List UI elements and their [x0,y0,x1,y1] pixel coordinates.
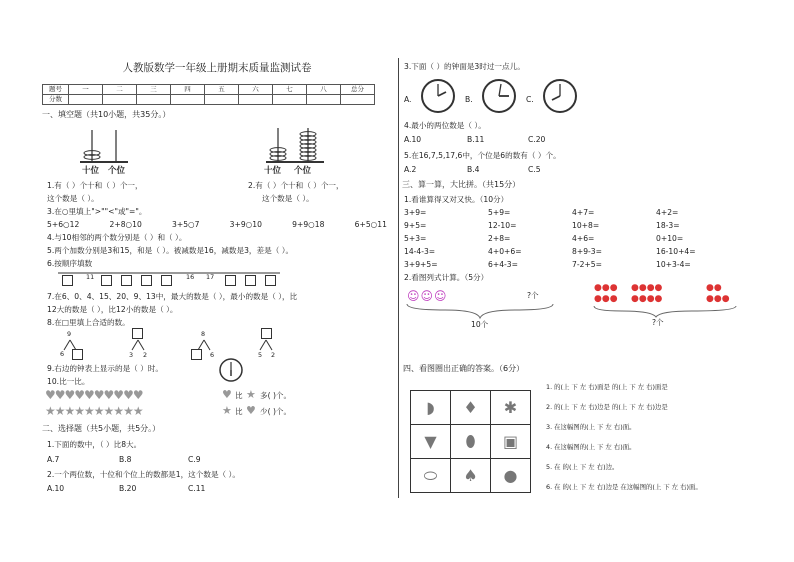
choice-3-option-b: B. [465,95,473,104]
unknown-count-label-1: ?个 [527,291,539,300]
bond-number: 8 [201,330,206,338]
choice-3-option-c: C. [526,95,534,104]
calc-item: 0+10= [656,234,684,243]
clock-a-icon [420,78,456,114]
calc-item: 7-2+5= [572,260,602,269]
hearts-row-icon: ♥♥♥♥♥♥♥♥♥♥ [45,388,143,402]
picture-grid [410,390,531,493]
position-question-4: 4. 在这幅图的(上 下 左 右)面。 [546,443,636,451]
strawberries-group-icon: ●● ●●● [706,283,730,305]
clock-icon [219,358,243,382]
position-question-6: 6. 在 的(上 下 左 右)边是 在这幅图的(上 下 左 右)面。 [546,483,702,491]
sequence-number: 16 [186,273,195,281]
smiley-faces-icon: ☺☺☺ [407,289,448,303]
abacus-1-tens-label: 十位 [82,166,100,176]
calc-item: 4+6= [572,234,595,243]
calc-item: 3+9+5= [404,260,438,269]
score-table [42,84,375,105]
score-header-cell: 三 [137,85,171,95]
choice-2-option-a: A.10 [47,484,65,493]
question-3: 3.在○里填上">""<"或"="。 [47,207,147,216]
clock-b-icon [481,78,517,114]
score-header-cell: 四 [171,85,205,95]
score-cell[interactable] [137,95,171,105]
answer-box[interactable] [141,275,152,286]
calc-item: 8+9-3= [572,247,602,256]
choice-2-option-b: B.20 [119,484,137,493]
carrot-icon: ▼ [411,425,451,459]
answer-box[interactable] [265,275,276,286]
calc-item: 3+9= [404,208,427,217]
bond-number: 6 [60,350,65,358]
abacus-2-ones-label: 个位 [294,166,312,176]
choice-4-option-c: C.20 [528,135,546,144]
answer-box[interactable] [161,275,172,286]
eggplant-icon: ⬮ [451,425,491,459]
calc-subheading: 1.看谁算得又对又快。（10分） [404,195,509,204]
choice-1-option-b: B.8 [119,455,132,464]
bond-number: 9 [67,330,72,338]
score-table-score-row [43,95,375,105]
score-header-cell: 总分 [341,85,375,95]
question-5: 5.两个加数分别是3和15，和是（ ）。被减数是16，减数是3，差是（ ）。 [47,246,294,255]
compare-item: 5+6○12 [47,220,80,229]
bond-number: 2 [271,351,276,359]
star-icon: ★ [246,388,256,401]
score-header-cell: 七 [273,85,307,95]
heart-icon: ♥ [246,404,256,417]
mushroom-icon: ♠ [451,459,491,493]
calc-item: 12-10= [488,221,517,230]
stars-row-icon: ★★★★★★★★★★ [45,404,143,418]
bond-number: 3 [129,351,134,359]
score-header-cell: 六 [239,85,273,95]
answer-box[interactable] [62,275,73,286]
answer-box[interactable] [121,275,132,286]
section-1-heading: 一、填空题（共10小题，共35分。） [42,110,171,119]
choice-4-option-a: A.10 [404,135,422,144]
calc-item: 4+0+6= [488,247,522,256]
compare-text-1b: 多( )个。 [260,391,292,400]
sequence-number: 17 [206,273,215,281]
choice-question-2: 2.一个两位数，十位和个位上的数都是1，这个数是（ ）。 [47,470,240,479]
calc-item: 9+5= [404,221,427,230]
choice-question-5: 5.在16,7,5,17,6中，个位是6的数有（ ）个。 [404,151,561,160]
score-header-cell: 八 [307,85,341,95]
answer-box[interactable] [225,275,236,286]
compare-item: 6+5○11 [354,220,387,229]
strawberries-group-icon: ●●● ●●● [594,283,618,305]
section-3-heading: 三、算一算，大比拼。（共15分） [402,180,521,189]
bond-number: 5 [258,351,263,359]
choice-5-option-c: C.5 [528,165,541,174]
star-icon: ★ [222,404,232,417]
choice-3-option-a: A. [404,95,412,104]
choice-5-option-b: B.4 [467,165,480,174]
score-header-cell: 二 [103,85,137,95]
position-question-3: 3. 在这幅图的(上 下 左 右)面。 [546,423,636,431]
question-6: 6.按顺序填数 [47,259,93,268]
compare-item: 3+9○10 [229,220,262,229]
answer-box[interactable] [261,328,272,339]
column-divider [398,58,399,498]
abacus-2-figure [262,122,332,170]
calc-item: 16-10+4= [656,247,696,256]
question-4: 4.与10相邻的两个数分别是（ ）和（ ）。 [47,233,187,242]
compare-item: 9+9○18 [292,220,325,229]
answer-box[interactable] [101,275,112,286]
score-cell[interactable] [307,95,341,105]
calc-item: 4+7= [572,208,595,217]
answer-box[interactable] [191,349,202,360]
choice-1-option-a: A.7 [47,455,60,464]
abacus-1-figure [76,122,136,170]
score-cell[interactable] [69,95,103,105]
brace-icon [592,304,738,318]
apple-icon: ● [491,459,531,493]
question-7-cont: 12大的数是（ ），比12小的数是（ ）。 [47,305,178,314]
section-2-heading: 二、选择题（共5小题，共5分。） [42,424,161,433]
answer-box[interactable] [132,328,143,339]
question-2: 2.有（ ）个十和（ ）个一， [248,181,344,190]
pepper-icon: ♦ [451,391,491,425]
heart-icon: ♥ [222,388,232,401]
score-cell[interactable] [103,95,137,105]
abacus-2-tens-label: 十位 [264,166,282,176]
calc-item: 14-4-3= [404,247,436,256]
score-table-header-row [43,85,375,95]
clock-c-icon [542,78,578,114]
score-cell[interactable] [239,95,273,105]
choice-question-4: 4.最小的两位数是（ ）。 [404,121,486,130]
bond-number: 2 [143,351,148,359]
choice-4-option-b: B.11 [467,135,485,144]
compare-text-2: 比 [235,407,243,416]
choice-5-option-a: A.2 [404,165,417,174]
question-9: 9.右边的钟表上显示的是（ ）时。 [47,364,163,373]
picture-calc-subheading: 2.看图列式计算。（5分） [404,273,489,282]
pineapple-icon: ✱ [491,391,531,425]
choice-question-1: 1.下面的数中，（ ）比8大。 [47,440,142,449]
section-4-heading: 四、看图圈出正确的答案。（6分） [403,364,525,373]
position-question-2: 2. 的(上 下 左 右)边是 的(上 下 左 右)边是 [546,403,668,411]
question-1: 1.有（ ）个十和（ ）个一， [47,181,143,190]
banana-icon: ◗ [411,391,451,425]
sequence-number: 11 [86,273,95,281]
score-cell[interactable] [205,95,239,105]
calc-item: 4+2= [656,208,679,217]
compare-text-2b: 少( )个。 [260,407,292,416]
score-header-cell: 题号 [43,85,69,95]
score-cell[interactable] [273,95,307,105]
calc-item: 2+8= [488,234,511,243]
position-question-1: 1. 的(上 下 左 右)面是 的(上 下 左 右)面是 [546,383,668,391]
answer-box[interactable] [245,275,256,286]
question-2-cont: 这个数是（ ）。 [262,194,314,203]
choice-2-option-c: C.11 [188,484,206,493]
compare-item: 2+8○10 [109,220,142,229]
question-1-cont: 这个数是（ ）。 [47,194,99,203]
choice-1-option-c: C.9 [188,455,201,464]
unknown-count-label-2: ?个 [652,318,664,327]
abacus-1-ones-label: 个位 [108,166,126,176]
brace-icon [405,302,555,320]
strawberries-group-icon: ●●●● ●●●● [631,283,663,305]
score-header-cell: 一 [69,85,103,95]
calc-item: 18-3= [656,221,680,230]
score-cell[interactable] [171,95,205,105]
gourd-icon: ⬭ [411,459,451,493]
calc-item: 6+4-3= [488,260,518,269]
choice-question-3: 3.下面（ ）的钟面是3时过一点儿。 [404,62,525,71]
question-7: 7.在6、0、4、15、20、9、13中，最大的数是（ ），最小的数是（ ），比 [47,292,298,301]
question-8: 8.在□里填上合适的数。 [47,318,130,327]
calc-item: 5+9= [488,208,511,217]
page-title: 人教版数学一年级上册期末质量监测试卷 [122,62,312,74]
calc-item: 10+8= [572,221,600,230]
total-count-label: 10个 [471,320,489,329]
answer-box[interactable] [72,349,83,360]
bond-number: 6 [210,351,215,359]
position-question-5: 5. 在 的(上 下 左 右)边。 [546,463,619,471]
calc-item: 5+3= [404,234,427,243]
compare-item: 3+5○7 [172,220,200,229]
question-10: 10.比一比。 [47,377,90,386]
calc-item: 10+3-4= [656,260,691,269]
compare-text-1: 比 [235,391,243,400]
question-3-items [47,220,387,229]
cabbage-icon: ▣ [491,425,531,459]
number-bond-figures [56,328,286,362]
score-row-label: 分数 [43,95,69,105]
score-header-cell: 五 [205,85,239,95]
score-cell[interactable] [341,95,375,105]
